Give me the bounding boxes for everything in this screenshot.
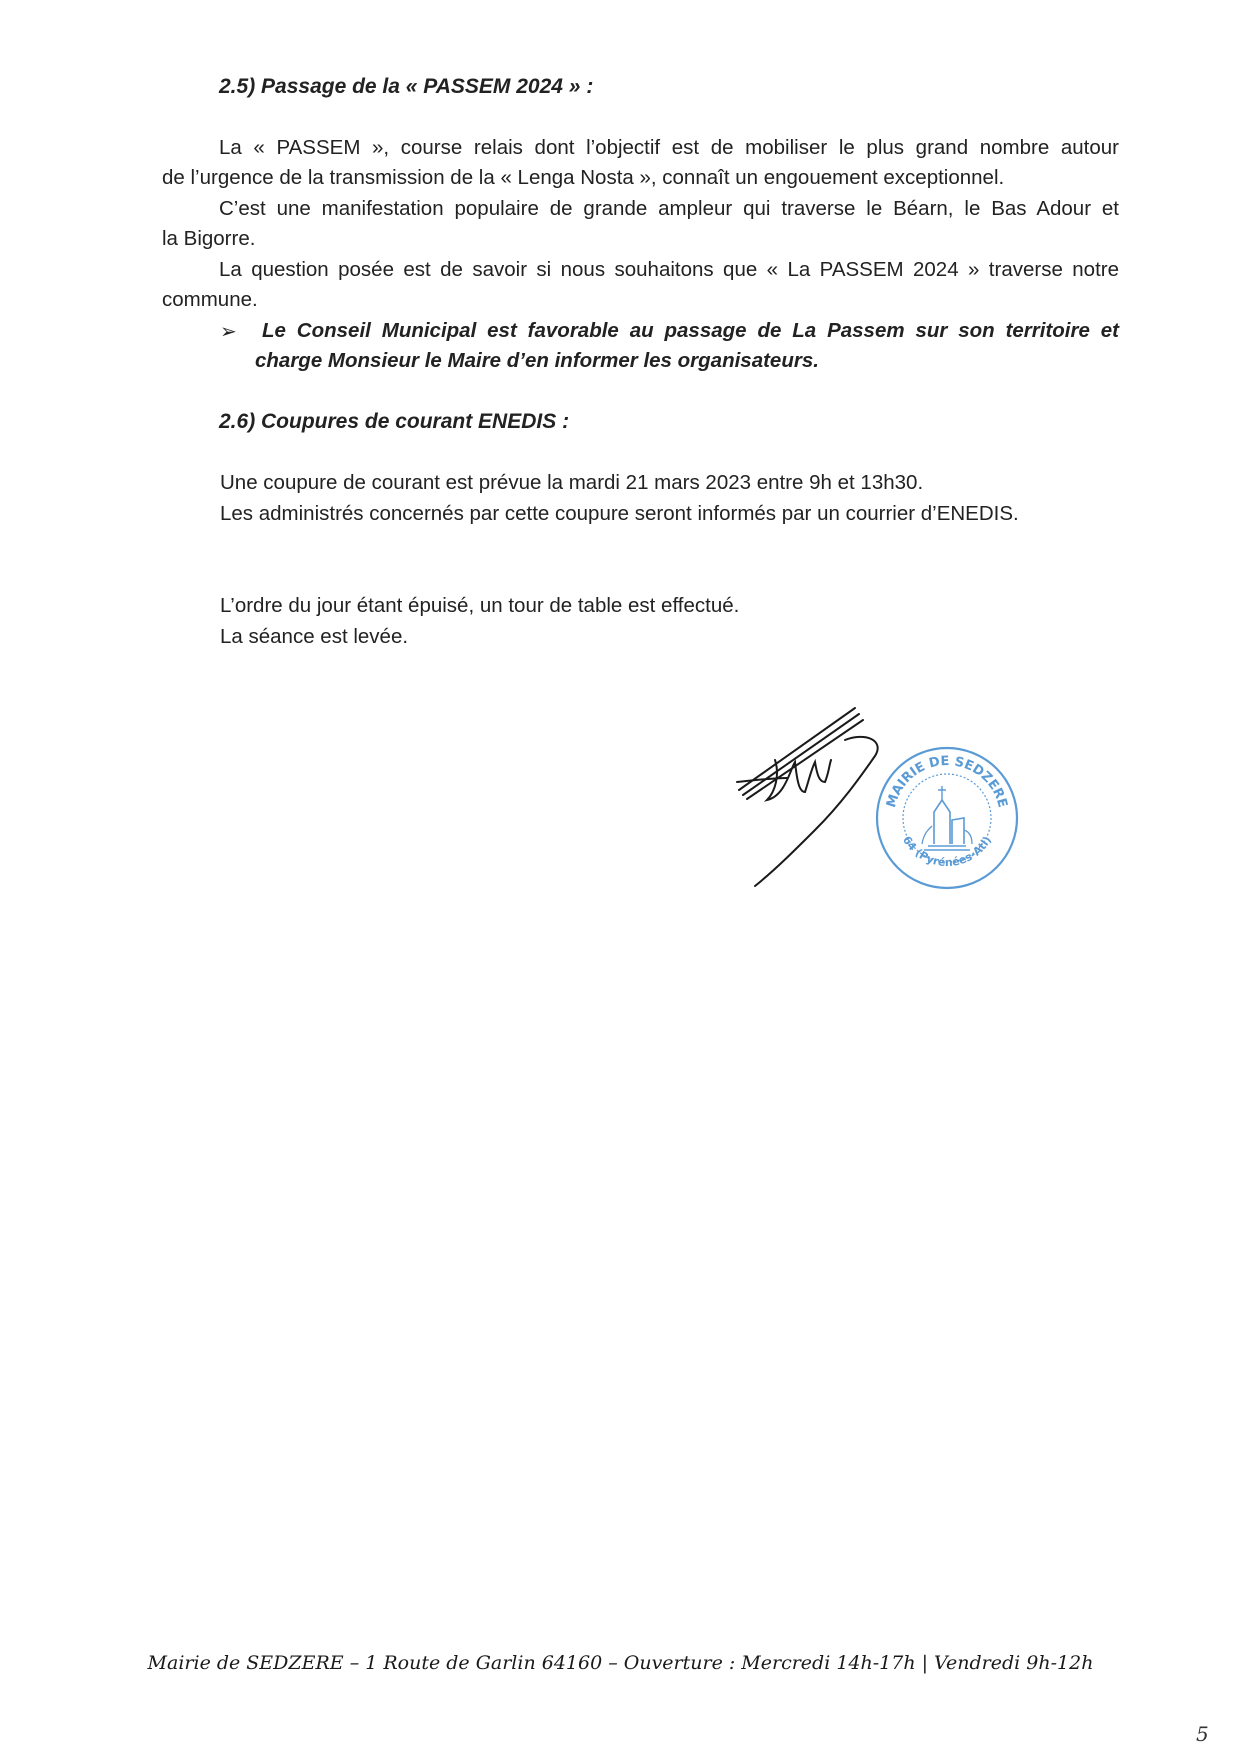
closing-line: L’ordre du jour étant épuisé, un tour de table est effectué. xyxy=(220,594,740,617)
section-heading-enedis: 2.6) Coupures de courant ENEDIS : xyxy=(219,410,570,433)
paragraph-line: la Bigorre. xyxy=(162,227,256,250)
section-heading-passem: 2.5) Passage de la « PASSEM 2024 » : xyxy=(219,75,594,98)
paragraph-line: commune. xyxy=(162,288,258,311)
page-number: 5 xyxy=(1196,1722,1209,1746)
paragraph-line: Une coupure de courant est prévue la mardi 21 mars 2023 entre 9h et 13h30. xyxy=(220,471,924,494)
stamp-text-top: MAIRIE DE SEDZERE xyxy=(884,753,1010,810)
paragraph-line: Les administrés concernés par cette coupure seront informés par un courrier d’ENEDIS. xyxy=(220,502,1019,525)
footer-address: Mairie de SEDZERE – 1 Route de Garlin 64160 – Ouverture : Mercredi 14h-17h | Vendredi 9h-12h xyxy=(147,1652,1094,1674)
closing-line: La séance est levée. xyxy=(220,625,409,648)
council-decision: Le Conseil Municipal est favorable au passage de La Passem sur son territoire et xyxy=(262,319,1119,342)
stamp-text-bottom: 64 (Pyrénées-Atl) xyxy=(899,833,995,870)
paragraph-line: C’est une manifestation populaire de grande ampleur qui traverse le Béarn, le Bas Adour et xyxy=(219,197,1119,220)
arrow-bullet-icon: ➢ xyxy=(220,321,237,343)
council-decision: charge Monsieur le Maire d’en informer les organisateurs. xyxy=(255,349,819,372)
paragraph-line: La « PASSEM », course relais dont l’objectif est de mobiliser le plus grand nombre autour xyxy=(219,136,1119,159)
paragraph-line: La question posée est de savoir si nous souhaitons que « La PASSEM 2024 » traverse notre xyxy=(219,258,1119,281)
paragraph-line: de l’urgence de la transmission de la « Lenga Nosta », connaît un engouement exceptionnel. xyxy=(162,166,1005,189)
mairie-stamp xyxy=(872,740,1022,890)
